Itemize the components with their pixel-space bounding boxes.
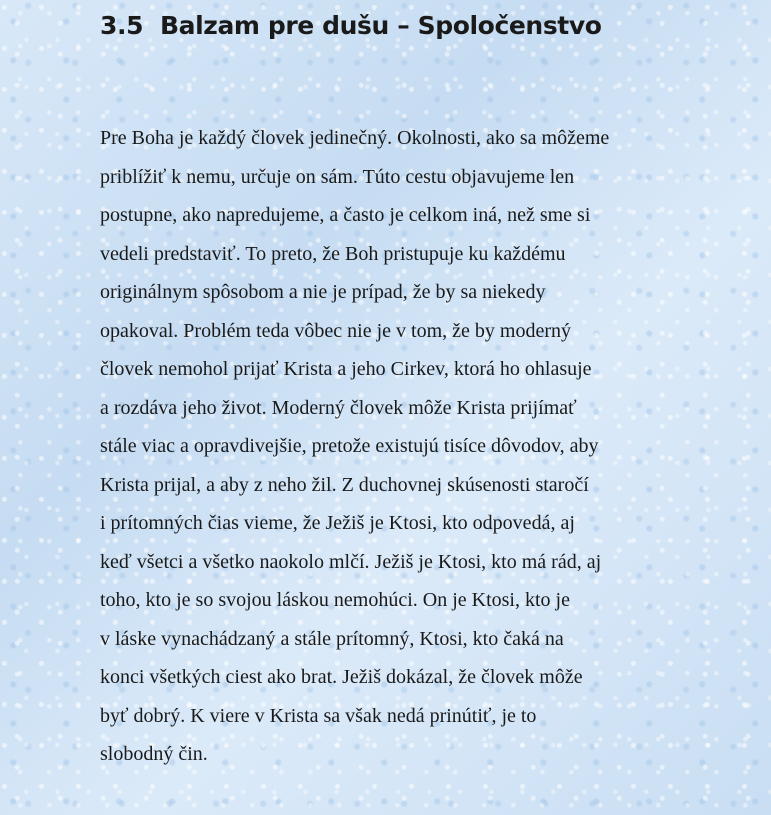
paragraph-line: byť dobrý. K viere v Krista sa však nedá prinútiť, je to	[100, 704, 537, 727]
paragraph-line: a rozdáva jeho život. Moderný človek môže Krista prijímať	[100, 396, 577, 419]
paragraph-line: postupne, ako napredujeme, a často je celkom iná, než sme si	[100, 204, 591, 226]
paragraph-line: originálnym spôsobom a nie je prípad, že by sa niekedy	[100, 281, 546, 303]
paragraph-line: Krista prijal, a aby z neho žil. Z duchovnej skúsenosti staročí	[100, 473, 589, 496]
paragraph-line: konci všetkých ciest ako brat. Ježiš dokázal, že človek môže	[100, 666, 583, 688]
paragraph-line: i prítomných čias vieme, že Ježiš je Ktosi, kto odpovedá, aj	[100, 512, 575, 534]
paragraph-line: Pre Boha je každý človek jedinečný. Okolnosti, ako sa môžeme	[100, 127, 610, 149]
body-paragraph	[100, 119, 609, 774]
paragraph-line: toho, kto je so svojou láskou nemohúci. On je Ktosi, kto je	[100, 589, 570, 611]
paragraph-line: stále viac a opravdivejšie, pretože existujú tisíce dôvodov, aby	[100, 435, 599, 457]
paragraph-line: opakoval. Problém teda vôbec nie je v tom, že by moderný	[100, 319, 571, 342]
paragraph-line: vedeli predstaviť. To preto, že Boh pristupuje ku každému	[100, 242, 566, 265]
paragraph-line: v láske vynachádzaný a stále prítomný, Ktosi, kto čaká na	[100, 627, 564, 650]
paragraph-line: slobodný čin.	[100, 743, 208, 765]
section-title: Balzam pre dušu – Spoločenstvo	[160, 11, 602, 40]
paragraph-line: keď všetci a všetko naokolo mlčí. Ježiš je Ktosi, kto má rád, aj	[100, 550, 602, 573]
paragraph-line: človek nemohol prijať Krista a jeho Cirkev, ktorá ho ohlasuje	[100, 358, 592, 380]
section-heading	[100, 6, 602, 46]
paragraph-line: priblížiť k nemu, určuje on sám. Túto cestu objavujeme len	[100, 165, 575, 188]
section-number: 3.5	[100, 11, 144, 40]
